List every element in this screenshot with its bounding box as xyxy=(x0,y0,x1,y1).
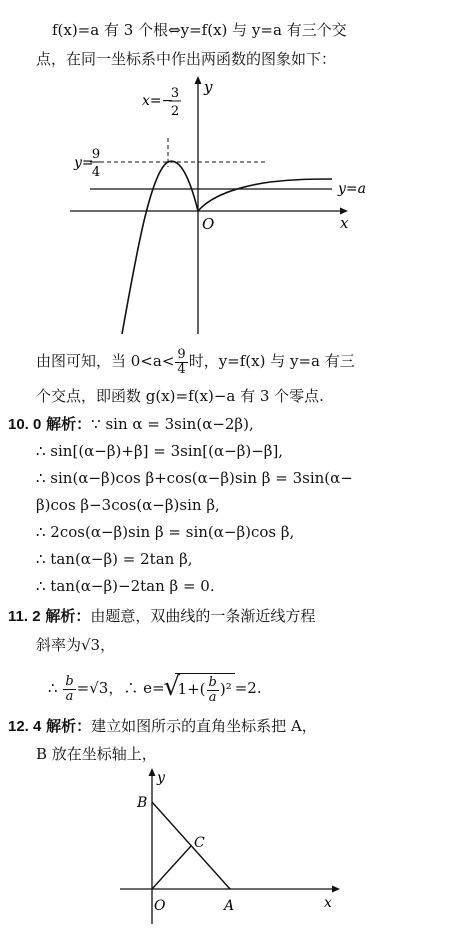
conclusion-pre: 由图可知，当 0<a< xyxy=(36,352,175,370)
q10-step-6: ∴ tan(α−β)−2tan β = 0. xyxy=(36,577,215,595)
q11-frac-den: a xyxy=(65,688,74,704)
q10-step-2: ∴ sin(α−β)cos β+cos(α−β)sin β = 3sin(α− xyxy=(36,469,353,487)
point-C-label: C xyxy=(194,835,205,851)
q11-number: 11. 2 xyxy=(8,608,41,625)
hline-den: 4 xyxy=(91,165,101,180)
hline-prefix: y= xyxy=(74,155,94,171)
coordinate-diagram xyxy=(110,764,350,931)
q10-step-5: ∴ tan(α−β) = 2tan β, xyxy=(36,550,193,568)
vline-den: 2 xyxy=(170,104,180,119)
q11-sqrt xyxy=(163,672,235,705)
q11-therefore: ∴ xyxy=(48,679,58,697)
origin-label: O xyxy=(154,898,166,914)
q11-label: 解析： xyxy=(45,607,91,625)
point-B-label: B xyxy=(137,795,148,811)
y-axis-label: y xyxy=(157,770,165,786)
q10-step-3: β)cos β−3cos(α−β)sin β, xyxy=(36,496,220,514)
y-axis-arrow xyxy=(195,76,202,84)
q10-label: 解析： xyxy=(46,415,92,433)
q11-header xyxy=(8,606,315,627)
q11-root-post: )² xyxy=(219,680,232,699)
intro-line-1: f(x)=a 有 3 个根⇔y=f(x) 与 y=a 有三个交 xyxy=(52,21,347,39)
curve-f xyxy=(122,161,332,334)
q10-step-1: ∴ sin[(α−β)+β] = 3sin[(α−β)−β], xyxy=(36,442,284,460)
q11-root-pre: 1+( xyxy=(177,680,206,699)
q12-header xyxy=(8,716,317,737)
conclusion-post: 时，y=f(x) 与 y=a 有三 xyxy=(188,352,355,370)
q12-label: 解析： xyxy=(46,717,92,735)
y-axis-arrow xyxy=(149,768,156,776)
x-axis-label: x xyxy=(340,214,349,232)
conclusion-fraction xyxy=(175,348,187,377)
q10-step-4: ∴ 2cos(α−β)sin β = sin(α−β)cos β, xyxy=(36,523,295,541)
origin-label: O xyxy=(202,215,215,233)
hline-num: 9 xyxy=(91,147,101,162)
intro-line-2: 点，在同一坐标系中作出两函数的图象如下： xyxy=(36,50,337,68)
vline-prefix: x=− xyxy=(142,93,174,109)
conclusion-frac-den: 4 xyxy=(177,361,186,377)
function-graph xyxy=(60,72,380,342)
q11-frac-num: b xyxy=(65,673,74,689)
q11-fraction xyxy=(63,675,75,704)
q12-line-1: 建立如图所示的直角坐标系把 A， xyxy=(91,717,317,735)
q11-root-fraction xyxy=(207,676,219,705)
q11-root-den: a xyxy=(208,689,217,705)
q11-mid: =√3，∴ e= xyxy=(76,679,165,697)
conclusion-line-1 xyxy=(36,344,355,378)
y-axis-label: y xyxy=(204,78,213,96)
q12-number: 12. 4 xyxy=(8,718,42,735)
q11-end: =2. xyxy=(234,679,262,697)
line-label: y=a xyxy=(338,181,366,197)
q11-sqrt-sign: √ xyxy=(163,672,181,703)
segment-OC xyxy=(152,846,191,889)
vline-num: 3 xyxy=(170,86,180,101)
q12-line-2: B 放在坐标轴上， xyxy=(36,745,157,763)
conclusion-frac-num: 9 xyxy=(177,346,186,362)
q11-formula xyxy=(48,666,262,710)
point-A-label: A xyxy=(224,898,235,914)
x-axis-arrow xyxy=(332,886,340,893)
q10-number: 10. 0 xyxy=(8,416,42,433)
x-axis-label: x xyxy=(324,895,332,911)
q10-step-0: ∵ sin α = 3sin(α−2β), xyxy=(91,415,254,433)
q11-line-2: 斜率为√3， xyxy=(36,636,116,654)
q11-line-1: 由题意，双曲线的一条渐近线方程 xyxy=(90,607,316,625)
conclusion-line-2: 个交点，即函数 g(x)=f(x)−a 有 3 个零点. xyxy=(36,387,324,405)
q10-header xyxy=(8,414,254,435)
q11-root-num: b xyxy=(208,674,217,690)
